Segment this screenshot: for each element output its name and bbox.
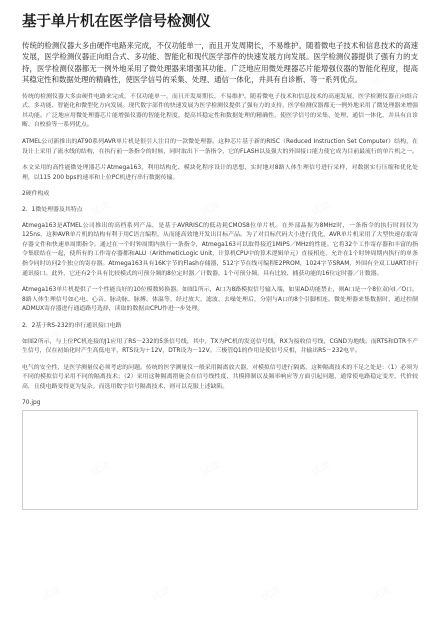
body-paragraph: 电气的安全性，是医学测量仪必须考虑的问题。传统的医学测量仪一般采用隔离放大器，对模拟信号进行隔离，这种隔离技术的不足之处是：（1）必须为不同的模拟信号采用不同的隔离技术；（2）采用这种隔离措施会在信号线性度、共模抑制以及频率响应等方面引起问题，通常使电路稳定变差，代价较高，且使电路变得更为复杂。而选用数字信号隔离技术，则可以克服上述缺陷。 (22, 364, 418, 390)
subsection-heading: 2．1微处理器及其特点 (22, 206, 83, 213)
body-paragraph: Atmega163是ATMEL公司推出的高档系列产品，是基于AVRRISC的低功耗CMOS8位单片机。在外部晶振为8MHz时，一条指令的执行时间仅为125ns，这种AVR单片机的结构有利于用C语言编程，从而能高效地开发出目标产品。为了对目标代码大小进行优化，AVR单片机采用了大型快速存取寄存器文件和快速单周期指令。通过在一个时钟周期内执行一条指令，Atmega163可以取得接近1MIPS／MHz的性能。它将32个工作寄存器和丰富的指令集联结在一起，使所有的工作寄存器都和ALU（ArithmeticLogic Unit，计算机CPU中的算术逻辑单元）直接相连，允许在1个时钟周期内执行的单条指令同时访问2个独立的寄存器。Atmega163具有16K字节的Flash存储器，512字节在线可编程E2PROM，1024字节SRAM，外围有全双工UART串行通讯接口。此外，它还有2个具有比较模式的可预分频的8位定时器／计数器，1个可预分频，具有比较、捕获功能的16位定时器／计数器。 (22, 222, 418, 277)
page-title: 基于单片机在医学信号检测仪 (22, 14, 211, 30)
lead-paragraph: 传统的检测仪器大多由硬件电路来完成，不仅功能单一，而且开发周期长，不易维护。随着微电子技术和信息技术的高速发展，医学检测仪器正向组合式、多功能、智能化和现代医学部件的快速发展方向发展。医学检测仪器提供了强有力的支持，医学检测仪器都无一例外地采用了微处理器来增强其功能。广泛地应用微处理器芯片能增强仪器的智能化程度，提高其稳定性和数据处理的精确性，使医学信号的采集、处理、通信一体化，并具有自诊断、等一系列优点。 (22, 41, 418, 85)
subsection-heading: 2．2基于RS-232的串行通讯接口电路 (22, 322, 122, 329)
body-paragraph: Atmega163单片机提供了一个性能良好的10位模数转换器。如图1所示，A口为8路模拟信号输入端，如果AD功能禁止，则A口是一个8位双向I／O口。8路人体生理信号如心电、心音、脉动脉、脉搏、体温等，经过放大、滤波、去噪处理后，分别与A口的8个引脚相连。微处理器来集数据时，通过控制ADMUX寄存器进行通道路号选择，读取的数据由CPU作进一步处理。 (22, 287, 418, 313)
body-paragraph: 如图2所示，与上位PC机连接的J1应用了RS－232的5条信号线，其中，TX为PC机的发送信号线，RX为接收信号线，CGND为地线。而RTS和DTR不产生信号，仅在初始化时产生高低电平，RTS设为＋12V，DTR设为－12V。三极管Q1的作用是使信号反相，并输出RS－232电平。 (22, 338, 418, 355)
body-paragraph: 本文采用的高性能微处理器芯片Atmega163，利用结构化、模块化程序设计的思想，实时地对8路人体生理信号进行采样，对数据实行压缩和优化处理，以115 200 bps的速率和上位PC机进行串行数据传输。 (22, 165, 418, 181)
body-paragraph: 传统的检测仪器大多由硬件电路来完成，不仅功能单一，而且开发周期长，不易维护。随着微电子技术和信息技术的高速发展，医学检测仪器正向组合式、多功能、智能化和微型化方向发展。现代数字部件的快速发展为医学检测仪提供了强有力的支持，医学检测仪器都无一例外地采用了微处理器来增强其功能。广泛地应用微处理器芯片能增强仪器的智能化程度，提高其稳定性和数据处理的精确性，使医学信号的采集、处理、通信一体化，并具有自诊断、自校验等一系列优点。 (22, 93, 418, 129)
image-placeholder (22, 410, 418, 510)
body-paragraph: ATMEL公司新推出的AT90系列AVR单片机是很引人注目的一款微处理器。这种芯片基于新的RISC（Reduced Instruction Set Computer）结构，在设计上采用了流水线的结构，在执行前一条指令的时候，同时取出下一条指令，它的FLASH以及强大的外围接口能力使它成为目前最流行的单片机之一。 (22, 139, 419, 155)
image-filename: 70.jpg (22, 400, 41, 407)
section-heading: 2硬件构成 (22, 191, 50, 198)
